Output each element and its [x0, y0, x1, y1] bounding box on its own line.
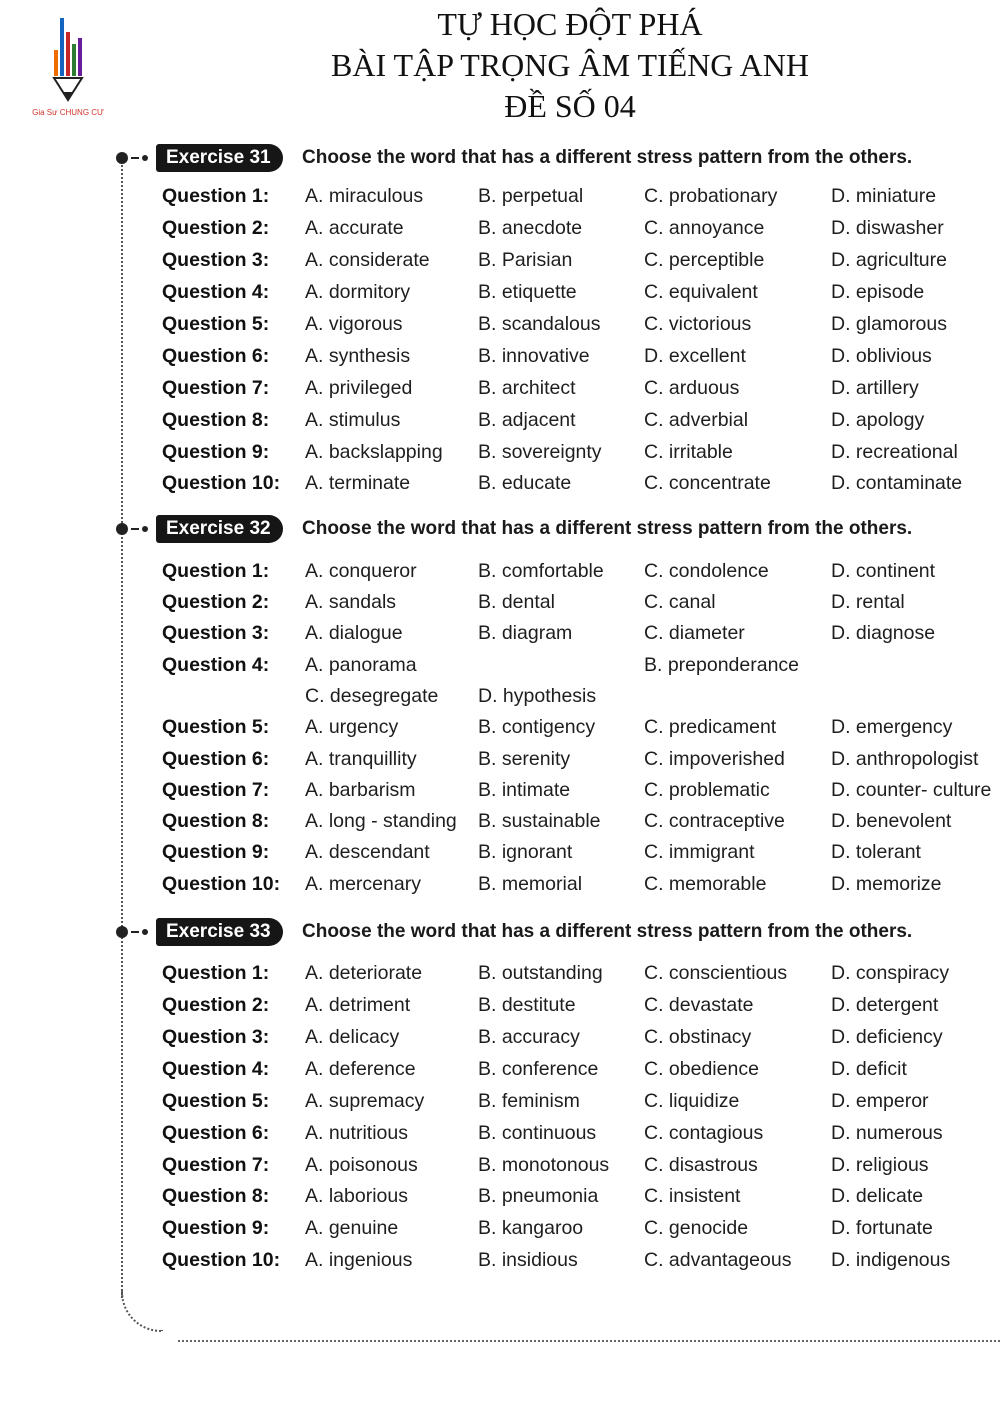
option-d: D. tolerant [831, 841, 921, 863]
option-d: D. deficit [831, 1058, 907, 1080]
option-a: A. barbarism [305, 779, 416, 801]
bullet-icon [116, 152, 128, 164]
connector-dash [131, 157, 139, 159]
option-c: C. genocide [644, 1217, 749, 1239]
question-label: Question 10: [162, 1249, 281, 1271]
option-b: B. accuracy [478, 1026, 580, 1048]
question-label: Question 8: [162, 810, 270, 832]
title-line-2: BÀI TẬP TRỌNG ÂM TIẾNG ANH [331, 47, 809, 83]
option-b: D. hypothesis [478, 685, 597, 707]
option-a: A. urgency [305, 716, 399, 738]
option-c: C. advantageous [644, 1249, 792, 1271]
question-label: Question 9: [162, 441, 270, 463]
option-d: D. religious [831, 1154, 929, 1176]
question-row [0, 1118, 1000, 1148]
option-d: D. recreational [831, 441, 958, 463]
option-d: D. emperor [831, 1090, 929, 1112]
option-c: D. excellent [644, 345, 746, 367]
question-row [0, 405, 1000, 435]
question-row [0, 1150, 1000, 1180]
question-label: Question 4: [162, 281, 270, 303]
question-label: Question 10: [162, 472, 281, 494]
option-c: C. liquidize [644, 1090, 740, 1112]
option-d: D. contaminate [831, 472, 963, 494]
question-row [0, 958, 1000, 988]
question-row [0, 1213, 1000, 1243]
option-a: A. long - standing [305, 810, 457, 832]
question-row [0, 775, 1000, 805]
option-c: C. condolence [644, 560, 769, 582]
question-row [0, 837, 1000, 867]
option-c: C. obstinacy [644, 1026, 752, 1048]
question-label: Question 10: [162, 873, 281, 895]
question-row [0, 650, 1000, 680]
question-row [0, 618, 1000, 648]
question-row [0, 990, 1000, 1020]
question-label: Question 7: [162, 377, 270, 399]
option-a: A. genuine [305, 1217, 399, 1239]
option-b: B. etiquette [478, 281, 577, 303]
option-a: A. delicacy [305, 1026, 400, 1048]
page-title [230, 4, 910, 127]
option-c: C. contagious [644, 1122, 764, 1144]
option-c: C. arduous [644, 377, 740, 399]
option-c: C. insistent [644, 1185, 741, 1207]
option-b: B. outstanding [478, 962, 603, 984]
question-label: Question 2: [162, 994, 270, 1016]
exercise-header [0, 144, 1000, 172]
option-b: B. feminism [478, 1090, 580, 1112]
option-d: D. memorize [831, 873, 942, 895]
option-a: A. miraculous [305, 185, 424, 207]
question-label: Question 4: [162, 654, 270, 676]
option-a: A. mercenary [305, 873, 421, 895]
question-row [0, 681, 1000, 711]
option-d: D. episode [831, 281, 925, 303]
question-row [0, 181, 1000, 211]
question-label: Question 3: [162, 622, 270, 644]
option-b: B. perpetual [478, 185, 584, 207]
option-c: C. equivalent [644, 281, 758, 303]
option-a: A. ingenious [305, 1249, 413, 1271]
question-row [0, 1054, 1000, 1084]
option-d: D. miniature [831, 185, 937, 207]
option-b: B. destitute [478, 994, 576, 1016]
option-d: D. detergent [831, 994, 939, 1016]
question-row [0, 1181, 1000, 1211]
connector-dash [131, 931, 139, 933]
question-row [0, 341, 1000, 371]
rail-curve [121, 1290, 163, 1332]
exercise-instruction: Choose the word that has a different stress pattern from the others. [302, 147, 913, 168]
option-b: B. educate [478, 472, 572, 494]
question-row [0, 373, 1000, 403]
logo [22, 14, 122, 124]
option-a: A. privileged [305, 377, 413, 399]
question-row [0, 1022, 1000, 1052]
option-b: B. ignorant [478, 841, 573, 863]
small-dot-icon [142, 155, 148, 161]
question-row [0, 712, 1000, 742]
option-c: C. predicament [644, 716, 777, 738]
exercise-badge: Exercise 33 [156, 918, 283, 946]
question-label: Question 9: [162, 841, 270, 863]
option-d: D. deficiency [831, 1026, 943, 1048]
question-row [0, 437, 1000, 467]
small-dot-icon [142, 526, 148, 532]
option-a: C. desegregate [305, 685, 439, 707]
option-b: B. kangaroo [478, 1217, 584, 1239]
question-label: Question 6: [162, 748, 270, 770]
question-label: Question 3: [162, 249, 270, 271]
option-b: B. Parisian [478, 249, 573, 271]
option-b: B. dental [478, 591, 555, 613]
option-c: C. immigrant [644, 841, 755, 863]
option-b: B. sustainable [478, 810, 601, 832]
option-a: A. sandals [305, 591, 397, 613]
option-d: D. counter- culture [831, 779, 992, 801]
option-b: B. pneumonia [478, 1185, 599, 1207]
option-b: B. architect [478, 377, 576, 399]
option-c: C. problematic [644, 779, 770, 801]
question-row [0, 1086, 1000, 1116]
option-a: A. stimulus [305, 409, 401, 431]
question-label: Question 5: [162, 313, 270, 335]
pencil-logo-icon [50, 14, 94, 106]
question-label: Question 1: [162, 962, 270, 984]
small-dot-icon [142, 929, 148, 935]
option-a: A. accurate [305, 217, 404, 239]
question-label: Question 6: [162, 345, 270, 367]
question-row [0, 806, 1000, 836]
option-b: B. serenity [478, 748, 571, 770]
option-d: D. anthropologist [831, 748, 979, 770]
option-b: B. sovereignty [478, 441, 602, 463]
question-row [0, 556, 1000, 586]
question-label: Question 5: [162, 1090, 270, 1112]
option-a: A. vigorous [305, 313, 403, 335]
option-c: C. probationary [644, 185, 778, 207]
option-b: B. monotonous [478, 1154, 610, 1176]
question-row [0, 245, 1000, 275]
option-b: B. diagram [478, 622, 573, 644]
option-d: D. numerous [831, 1122, 943, 1144]
option-c: C. obedience [644, 1058, 759, 1080]
option-d: D. diswasher [831, 217, 944, 239]
option-a: A. laborious [305, 1185, 408, 1207]
question-row [0, 869, 1000, 899]
option-c: C. concentrate [644, 472, 771, 494]
question-row [0, 309, 1000, 339]
option-d: D. apology [831, 409, 925, 431]
logo-text: Gia Sư CHUNG CƯ [32, 108, 104, 117]
option-b: B. adjacent [478, 409, 576, 431]
option-a: A. detriment [305, 994, 411, 1016]
option-a: A. dialogue [305, 622, 403, 644]
question-row [0, 587, 1000, 617]
question-label: Question 2: [162, 591, 270, 613]
option-d: D. conspiracy [831, 962, 950, 984]
option-a: A. deference [305, 1058, 416, 1080]
option-d: D. agriculture [831, 249, 947, 271]
question-label: Question 4: [162, 1058, 270, 1080]
option-c: C. contraceptive [644, 810, 785, 832]
option-c: C. victorious [644, 313, 752, 335]
option-c: C. impoverished [644, 748, 785, 770]
exercise-badge: Exercise 32 [156, 515, 283, 543]
option-a: A. considerate [305, 249, 430, 271]
option-b: B. intimate [478, 779, 571, 801]
option-b: B. comfortable [478, 560, 604, 582]
option-b: B. scandalous [478, 313, 601, 335]
option-d: D. benevolent [831, 810, 952, 832]
question-label: Question 1: [162, 185, 270, 207]
option-c: C. disastrous [644, 1154, 758, 1176]
option-a: A. conqueror [305, 560, 417, 582]
option-d: D. continent [831, 560, 936, 582]
question-row [0, 1245, 1000, 1275]
option-d: D. fortunate [831, 1217, 933, 1239]
option-c: C. adverbial [644, 409, 749, 431]
option-c: C. irritable [644, 441, 733, 463]
option-c: C. conscientious [644, 962, 788, 984]
option-d: D. oblivious [831, 345, 932, 367]
option-b: B. insidious [478, 1249, 578, 1271]
option-c: C. devastate [644, 994, 754, 1016]
option-a: A. supremacy [305, 1090, 425, 1112]
option-c: C. memorable [644, 873, 767, 895]
question-label: Question 8: [162, 1185, 270, 1207]
option-d: D. artillery [831, 377, 919, 399]
option-d: D. emergency [831, 716, 953, 738]
option-c: C. annoyance [644, 217, 765, 239]
option-d: D. diagnose [831, 622, 936, 644]
question-row [0, 744, 1000, 774]
option-a: A. tranquillity [305, 748, 417, 770]
exercise-header [0, 918, 1000, 946]
option-b: B. innovative [478, 345, 590, 367]
question-row [0, 468, 1000, 498]
title-line-3: ĐỀ SỐ 04 [504, 88, 636, 124]
option-a: A. nutritious [305, 1122, 408, 1144]
option-d: D. indigenous [831, 1249, 951, 1271]
bullet-icon [116, 523, 128, 535]
exercise-badge: Exercise 31 [156, 144, 283, 172]
bullet-icon [116, 926, 128, 938]
question-label: Question 9: [162, 1217, 270, 1239]
option-b: B. contigency [478, 716, 596, 738]
option-c: C. perceptible [644, 249, 765, 271]
bottom-dotted-line [178, 1340, 1000, 1342]
option-d: D. delicate [831, 1185, 924, 1207]
option-a: A. terminate [305, 472, 411, 494]
option-a: A. descendant [305, 841, 430, 863]
option-a: A. synthesis [305, 345, 411, 367]
option-c: B. preponderance [644, 654, 800, 676]
exercise-instruction: Choose the word that has a different stress pattern from the others. [302, 518, 913, 539]
question-label: Question 1: [162, 560, 270, 582]
option-a: A. panorama [305, 654, 417, 676]
option-d: D. glamorous [831, 313, 947, 335]
question-label: Question 3: [162, 1026, 270, 1048]
question-label: Question 7: [162, 1154, 270, 1176]
option-b: B. memorial [478, 873, 583, 895]
option-b: B. conference [478, 1058, 599, 1080]
option-c: C. canal [644, 591, 716, 613]
option-a: A. backslapping [305, 441, 443, 463]
option-a: A. dormitory [305, 281, 411, 303]
question-label: Question 5: [162, 716, 270, 738]
option-b: B. continuous [478, 1122, 597, 1144]
option-a: A. deteriorate [305, 962, 423, 984]
title-line-1: TỰ HỌC ĐỘT PHÁ [437, 6, 703, 42]
question-label: Question 2: [162, 217, 270, 239]
exercise-instruction: Choose the word that has a different stress pattern from the others. [302, 921, 913, 942]
question-row [0, 213, 1000, 243]
option-c: C. diameter [644, 622, 745, 644]
question-label: Question 7: [162, 779, 270, 801]
exercise-header [0, 515, 1000, 543]
question-row [0, 277, 1000, 307]
option-b: B. anecdote [478, 217, 583, 239]
connector-dash [131, 528, 139, 530]
option-d: D. rental [831, 591, 905, 613]
question-label: Question 8: [162, 409, 270, 431]
option-a: A. poisonous [305, 1154, 418, 1176]
question-label: Question 6: [162, 1122, 270, 1144]
